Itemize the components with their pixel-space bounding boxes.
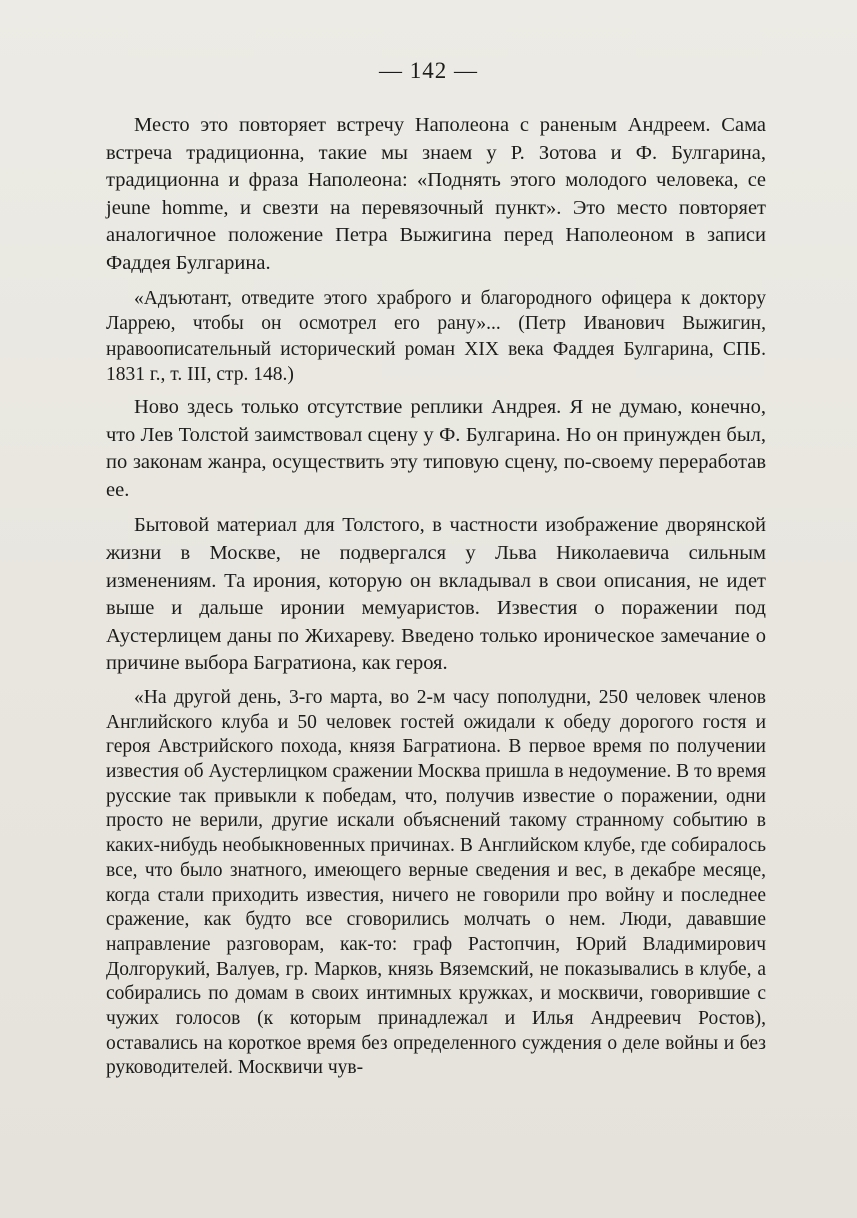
paragraph-2: Ново здесь только отсутствие реплики Андрея. Я не думаю, конечно, что Лев Толстой заимствовал сцену у Ф. Булгарина. Но он принужден был, по законам жанра, осуществить эту типовую сцену, по-своему переработав ее. (106, 395, 766, 501)
quotation-2: «На другой день, 3-го марта, во 2-м часу пополудни, 250 человек членов Английского клуба и 50 человек гостей ожидали к обеду дорогого гостя и героя Австрийского похода, князя Багратиона. В первое время по получении известия об Аустерлицком сражении Москва пришла в недоумение. В то время русские так привыкли к победам, что, получив известие о поражении, одни просто не верили, другие искали объяснений такому странному событию в каких-нибудь необыкновенных причинах. В Английском клубе, где собиралось все, что было знатного, имеющего верные сведения и вес, в декабре месяце, когда стали приходить известия, ничего не говорили про войну и последнее сражение, как будто все сговорились молчать о нем. Люди, дававшие направление разговорам, как-то: граф Растопчин, Юрий Владимирович Долгорукий, Валуев, гр. Марков, князь Вяземский, не показывались в клубе, а собирались по домам в своих интимных кружках, и москвичи, говорившие с чужих голосов (к которым принадлежал и Илья Андреевич Ростов), оставались на короткое время без определенного суждения о деле войны и без руководителей. Москвичи чув- (106, 686, 766, 1079)
page-body (106, 112, 766, 1081)
quotation-1: «Адъютант, отведите этого храброго и благородного офицера к доктору Ларрею, чтобы он осмотрел его рану»... (Петр Иванович Выжигин, нравоописательный исторический роман XIX века Фаддея Булгарина, СПБ. 1831 г., т. III, стр. 148.) (106, 287, 766, 386)
paragraph-3: Бытовой материал для Толстого, в частности изображение дворянской жизни в Москве, не подвергался у Льва Николаевича сильным изменениям. Та ирония, которую он вкладывал в свои описания, не идет выше и дальше иронии мемуаристов. Известия о поражении под Аустерлицем даны по Жихареву. Введено только ироническое замечание о причине выбора Багратиона, как героя. (106, 514, 766, 675)
paragraph-1: Место это повторяет встречу Наполеона с раненым Андреем. Сама встреча традиционна, такие мы знаем у Р. Зотова и Ф. Булгарина, традиционна и фраза Наполеона: «Поднять этого молодого человека, ce jeune homme, и свезти на перевязочный пункт». Это место повторяет аналогичное положение Петра Выжигина перед Наполеоном в записи Фаддея Булгарина. (106, 114, 766, 274)
page-number: — 142 — (379, 58, 478, 83)
